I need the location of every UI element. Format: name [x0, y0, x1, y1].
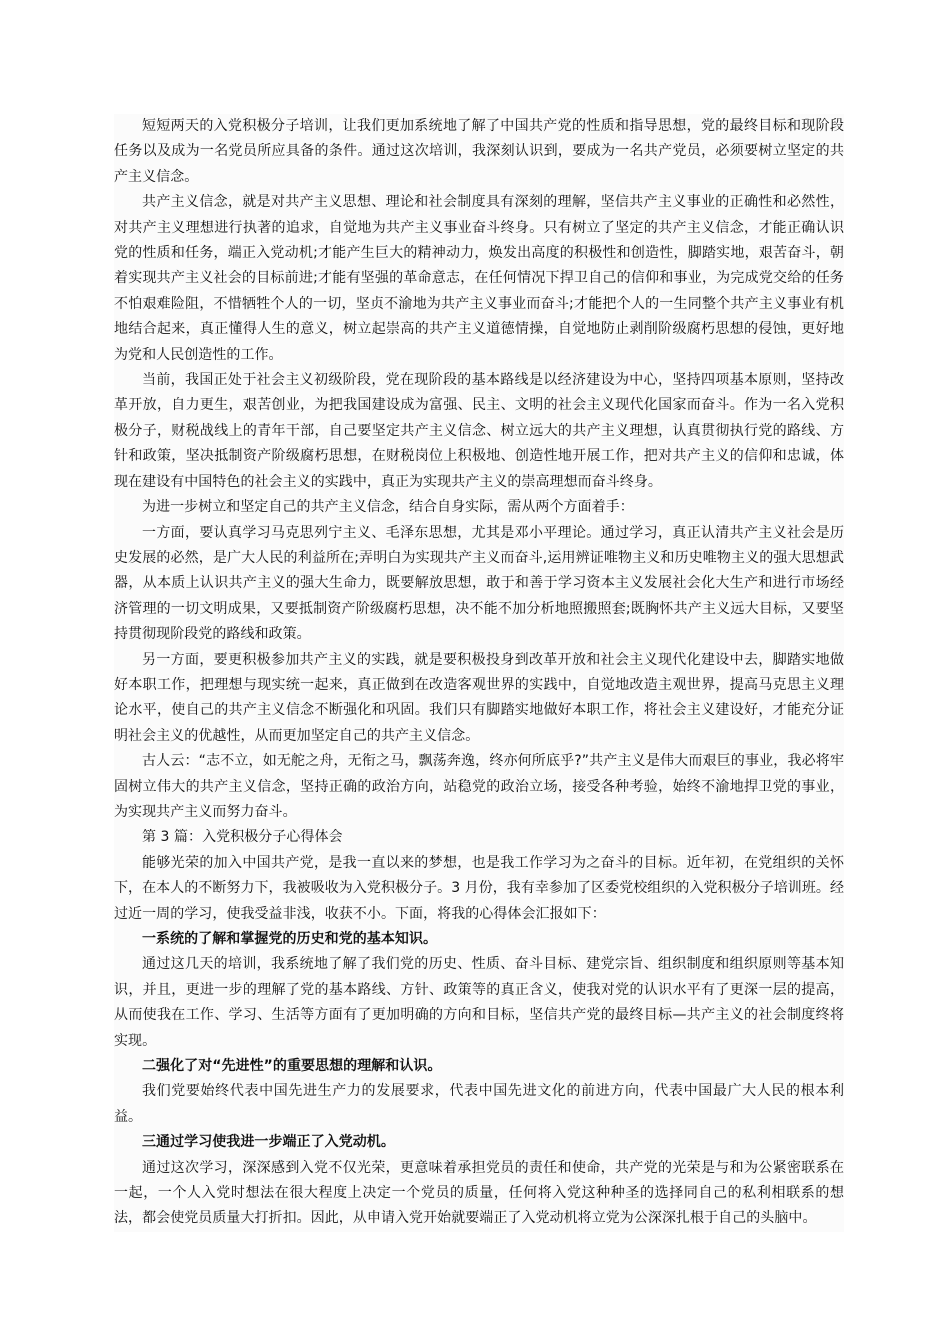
heading-3: 三通过学习使我进一步端正了入党动机。 [114, 1130, 844, 1155]
paragraph-6: 另一方面，要更积极参加共产主义的实践，就是要积极投身到改革开放和社会主义现代化建设中去，脚踏实地做好本职工作，把理想与现实统一起来，真正做到在改造客观世界的实践中，自觉地改造主观世界，提高马克思主义理论水平，使自己的共产主义信念不断强化和巩固。我们只有脚踏实地做好本职工作，将社会主义建设好，才能充分证明社会主义的优越性，从而更加坚定自己的共产主义信念。 [114, 648, 844, 750]
section-title: 第 3 篇：入党积极分子心得体会 [114, 825, 844, 850]
paragraph-7: 古人云：“志不立，如无舵之舟，无衔之马，飘荡奔逸，终亦何所底乎?”共产主义是伟大而艰巨的事业，我必将牢固树立伟大的共产主义信念，坚持正确的政治方向，站稳党的政治立场，接受各种考验，始终不渝地捍卫党的事业，为实现共产主义而努力奋斗。 [114, 749, 844, 825]
heading-2: 二强化了对“先进性”的重要思想的理解和认识。 [114, 1054, 844, 1079]
paragraph-3: 当前，我国正处于社会主义初级阶段，党在现阶段的基本路线是以经济建设为中心，坚持四项基本原则，坚持改革开放，自力更生，艰苦创业，为把我国建设成为富强、民主、文明的社会主义现代化国家而奋斗。作为一名入党积极分子，财税战线上的青年干部，自己要坚定共产主义信念、树立远大的共产主义理想，认真贯彻执行党的路线、方针和政策，坚决抵制资产阶级腐朽思想，在财税岗位上积极地、创造性地开展工作，把对共产主义的信仰和忠诚，体现在建设有中国特色的社会主义的实践中，真正为实现共产主义的崇高理想而奋斗终身。 [114, 368, 844, 495]
paragraph-5: 一方面，要认真学习马克思列宁主义、毛泽东思想，尤其是邓小平理论。通过学习，真正认清共产主义社会是历史发展的必然，是广大人民的利益所在;弄明白为实现共产主义而奋斗,运用辨证唯物主义和历史唯物主义的强大思想武器，从本质上认识共产主义的强大生命力，既要解放思想，敢于和善于学习资本主义发展社会化大生产和进行市场经济管理的一切文明成果，又要抵制资产阶级腐朽思想，决不能不加分析地照搬照套;既胸怀共产主义远大目标，又要坚持贯彻现阶段党的路线和政策。 [114, 521, 844, 648]
paragraph-1: 短短两天的入党积极分子培训，让我们更加系统地了解了中国共产党的性质和指导思想，党的最终目标和现阶段任务以及成为一名党员所应具备的条件。通过这次培训，我深刻认识到，要成为一名共产党员，必须要树立坚定的共产主义信念。 [114, 114, 844, 190]
paragraph-13: 我们党要始终代表中国先进生产力的发展要求，代表中国先进文化的前进方向，代表中国最广大人民的根本利益。 [114, 1079, 844, 1130]
paragraph-2: 共产主义信念，就是对共产主义思想、理论和社会制度具有深刻的理解，坚信共产主义事业的正确性和必然性，对共产主义理想进行执著的追求，自觉地为共产主义事业奋斗终身。只有树立了坚定的共产主义信念，才能正确认识党的性质和任务，端正入党动机;才能产生巨大的精神动力，焕发出高度的积极性和创造性，脚踏实地，艰苦奋斗，朝着实现共产主义社会的目标前进;才能有坚强的革命意志，在任何情况下捍卫自己的信仰和事业，为完成党交给的任务不怕艰难险阻，不惜牺牲个人的一切，坚贞不渝地为共产主义事业而奋斗;才能把个人的一生同整个共产主义事业有机地结合起来，真正懂得人生的意义，树立起崇高的共产主义道德情操，自觉地防止剥削阶级腐朽思想的侵蚀，更好地为党和人民创造性的工作。 [114, 190, 844, 368]
paragraph-11: 通过这几天的培训，我系统地了解了我们党的历史、性质、奋斗目标、建党宗旨、组织制度和组织原则等基本知识，并且，更进一步的理解了党的基本路线、方针、政策等的真正含义，使我对党的认识水平有了更深一层的提高，从而使我在工作、学习、生活等方面有了更加明确的方向和目标，坚信共产党的最终目标—共产主义的社会制度终将实现。 [114, 952, 844, 1054]
heading-1: 一系统的了解和掌握党的历史和党的基本知识。 [114, 927, 844, 952]
paragraph-4: 为进一步树立和坚定自己的共产主义信念，结合自身实际，需从两个方面着手： [114, 495, 844, 520]
paragraph-9: 能够光荣的加入中国共产党，是我一直以来的梦想，也是我工作学习为之奋斗的目标。近年初，在党组织的关怀下，在本人的不断努力下，我被吸收为入党积极分子。3 月份，我有幸参加了区委党校组织的入党积极分子培训班。经过近一周的学习，使我受益非浅，收获不小。下面，将我的心得体会汇报如下： [114, 851, 844, 927]
paragraph-15: 通过这次学习，深深感到入党不仅光荣，更意味着承担党员的责任和使命，共产党的光荣是与和为公紧密联系在一起，一个人入党时想法在很大程度上决定一个党员的质量，任何将入党这种种圣的选择同自己的私利相联系的想法，都会使党员质量大打折扣。因此，从申请入党开始就要端正了入党动机将立党为公深深扎根于自己的头脑中。 [114, 1156, 844, 1232]
